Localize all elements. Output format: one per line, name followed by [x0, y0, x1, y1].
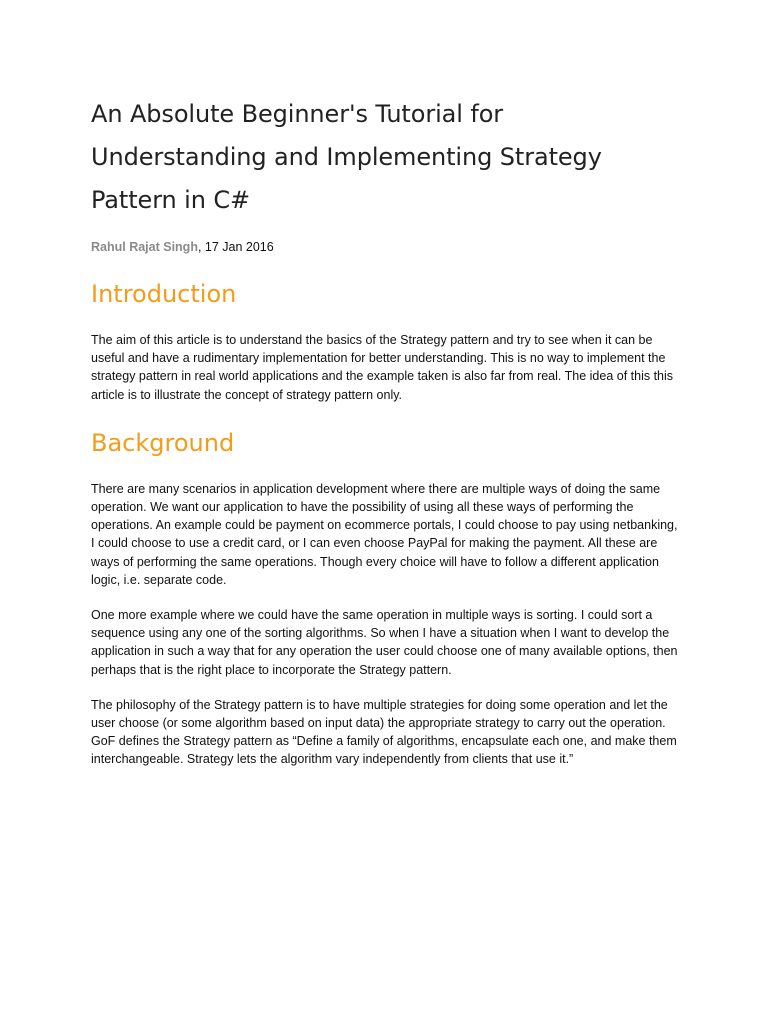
publish-date: , 17 Jan 2016: [197, 240, 274, 254]
article-title: An Absolute Beginner's Tutorial for Understanding and Implementing Strategy Pattern in C#: [91, 100, 602, 214]
background-paragraph-1: There are many scenarios in application development where there are multiple ways of doing the same operation. We want our application to have the possibility of using all these ways of performing the operations. An example could be payment on ecommerce portals, I could choose to pay using netbanking, I could choose to use a credit card, or I can even choose PayPal for making the payment. All these are ways of performing the same operations. Though every choice will have to follow a different application logic, i.e. separate code.: [91, 481, 678, 587]
intro-paragraph: The aim of this article is to understand the basics of the Strategy pattern and try to see when it can be useful and have a rudimentary implementation for better understanding. This is no way to implement the strategy pattern in real world applications and the example taken is also far from real. The idea of this this article is to illustrate the concept of strategy pattern only.: [91, 333, 674, 402]
byline: [91, 239, 682, 255]
background-paragraph-3: The philosophy of the Strategy pattern is to have multiple strategies for doing some operation and let the user choose (or some algorithm based on input data) the appropriate strategy to carry out the operation. GoF defines the Strategy pattern as “Define a family of algorithms, encapsulate each one, and make them interchangeable. Strategy lets the algorithm vary independently from clients that use it.”: [91, 697, 677, 767]
section-heading-introduction: Introduction: [91, 280, 237, 308]
background-paragraph-2: One more example where we could have the same operation in multiple ways is sorting. I could sort a sequence using any one of the sorting algorithms. So when I have a situation when I want to develop the application in such a way that for any operation the user could choose one of many available options, then perhaps that is the right place to incorporate the Strategy pattern.: [91, 608, 678, 677]
section-heading-background: Background: [91, 428, 235, 457]
author-name: Rahul Rajat Singh: [91, 240, 198, 254]
